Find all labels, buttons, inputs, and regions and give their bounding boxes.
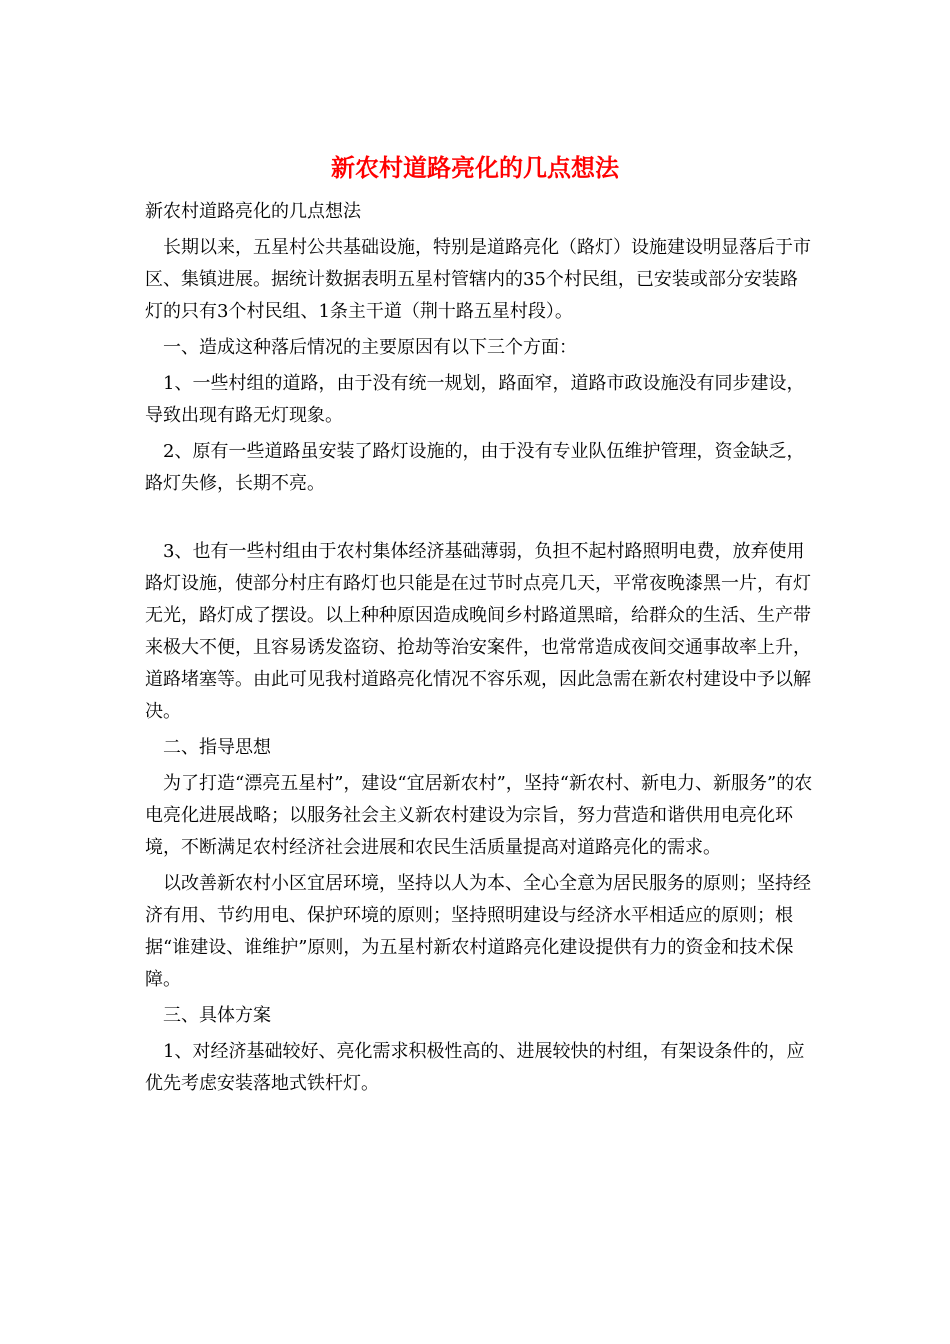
intro-paragraph: 长期以来，五星村公共基础设施，特别是道路亮化（路灯）设施建设明显落后于市区、集镇进展。据统计数据表明五星村管辖内的35个村民组，已安装或部分安装路灯的只有3个村民组、1条主干道（荆十路五星村段）。 [145, 237, 811, 322]
document-body [145, 196, 815, 1104]
subtitle-paragraph: 新农村道路亮化的几点想法 [145, 201, 361, 222]
plan-item-1: 1、对经济基础较好、亮化需求积极性高的、进展较快的村组，有架设条件的，应优先考虑安装落地式铁杆灯。 [145, 1041, 805, 1094]
cause-item-1: 1、一些村组的道路，由于没有统一规划，路面窄，道路市政设施没有同步建设，导致出现有路无灯现象。 [145, 373, 805, 426]
section-heading-plan: 三、具体方案 [163, 1005, 271, 1026]
cause-item-3: 3、也有一些村组由于农村集体经济基础薄弱，负担不起村路照明电费，放弃使用路灯设施，使部分村庄有路灯也只能是在过节时点亮几天，平常夜晚漆黑一片，有灯无光，路灯成了摆设。以上种种原因造成晚间乡村路道黑暗，给群众的生活、生产带来极大不便，且容易诱发盗窃、抢劫等治安案件，也常常造成夜间交通事故率上升，道路堵塞等。由此可见我村道路亮化情况不容乐观，因此急需在新农村建设中予以解决。 [145, 541, 811, 722]
paragraph-gap [145, 504, 815, 536]
section-heading-causes: 一、造成这种落后情况的主要原因有以下三个方面： [163, 337, 577, 358]
section-heading-guiding-ideas: 二、指导思想 [163, 737, 271, 758]
document-title: 新农村道路亮化的几点想法 [331, 153, 619, 182]
cause-item-2: 2、原有一些道路虽安装了路灯设施的，由于没有专业队伍维护管理，资金缺乏，路灯失修，长期不亮。 [145, 441, 805, 494]
guiding-ideas-paragraph-1: 为了打造“漂亮五星村”，建设“宜居新农村”，坚持“新农村、新电力、新服务”的农电亮化进展战略；以服务社会主义新农村建设为宗旨，努力营造和谐供用电亮化环境，不断满足农村经济社会进展和农民生活质量提高对道路亮化的需求。 [145, 773, 813, 858]
guiding-ideas-paragraph-2: 以改善新农村小区宜居环境，坚持以人为本、全心全意为居民服务的原则；坚持经济有用、节约用电、保护环境的原则；坚持照明建设与经济水平相适应的原则；根据“谁建设、谁维护”原则，为五星村新农村道路亮化建设提供有力的资金和技术保障。 [145, 873, 811, 990]
